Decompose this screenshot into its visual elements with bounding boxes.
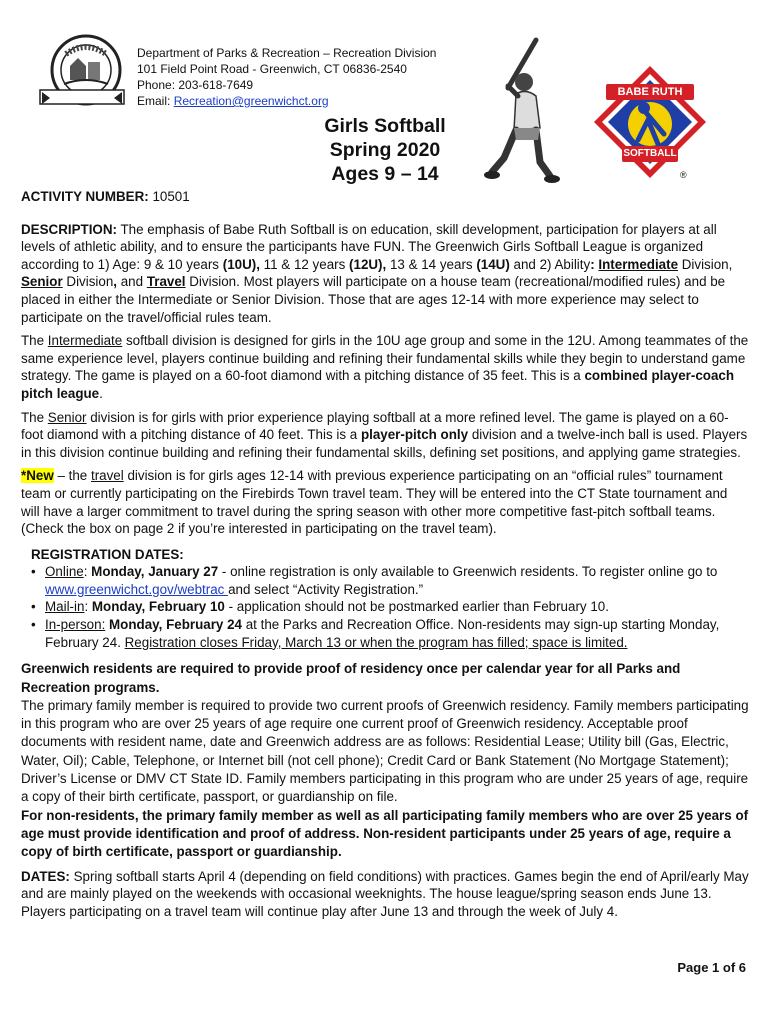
activity-value: 10501 [152,189,190,204]
intermediate-term: Intermediate [598,256,679,272]
title-line-2: Spring 2020 [329,139,441,161]
logo-bottom-text: SOFTBALL [623,148,677,159]
registration-title: REGISTRATION DATES: [31,546,184,562]
softball-player-illustration [478,36,570,188]
registration-online: • Online: Monday, January 27 - online registration is only available to Greenwich residents. To register online go to www.greenwichct.gov/webtrac and select “Activity Registration.” [31,564,718,597]
logo-top-text: BABE RUTH [617,86,683,98]
babe-ruth-softball-logo [592,64,708,188]
registered-mark: ® [680,170,687,180]
address: 101 Field Point Road - Greenwich, CT 06836-2540 [137,62,407,76]
residency-details: The primary family member is required to provide two current proofs of Greenwich residency. Family members participating in this program who are over 25 years of age require one current proof of Greenwich residency. Acceptable proof documents with resident name, date and Greenwich address are as follows: Residential Lease; Utility bill (Gas, Electric, Water, Oil); Cable, Telephone, or Internet bill (not cell phone); Credit Card or Bank Statement (No Mortgage Statement); Driver’s License or DMV CT State ID. Family members participating in this program who are under 25 years of age, require a copy of their birth certificate, passport, or guardianship on file. [21,697,749,805]
webtrac-link[interactable]: www.greenwichct.gov/webtrac [45,581,229,597]
description-paragraph: DESCRIPTION: The emphasis of Babe Ruth Softball is on education, skill development, participation for players at all levels of athletic ability, and to ensure the participants have FUN. The Greenwich Girls Softball League is organized according to 1) Age: 9 & 10 years (10U), 11 & 12 years (12U), 13 & 14 years (14U) and 2) Ability: Intermediate Division, Senior Division, and Travel Division. Most players will participate on a house team (recreational/modified rules) and be placed in either the Intermediate or Senior Division. Those that are ages 12-14 with more experience may select to participate on the travel/official rules team. [21,221,733,325]
non-resident-requirement: For non-residents, the primary family member as well as all participating family members who are over 25 years of age must provide identification and proof of address. Non-resident participants under 25 years of age, require a copy of birth certificate, passport or guardianship. [21,807,749,860]
document-title [310,114,460,186]
senior-term: Senior [21,274,63,290]
town-seal-logo [38,32,126,112]
activity-label: ACTIVITY NUMBER: [21,189,149,204]
new-badge: *New [21,468,54,484]
travel-paragraph: *New – the travel division is for girls ages 12-14 with previous experience participating on an “official rules” tournament team or currently participating on the Firebirds Town travel team. They will be entered into the CT State tournament and will have a larger commitment to travel during the spring season with other more competitive fast-pitch softball teams. (Check the box on page 2 if you’re interested in participating on the travel team). [21,468,728,537]
phone: Phone: 203-618-7649 [137,78,254,92]
contact-block [137,45,436,109]
residency-section [21,660,749,861]
residency-requirement: Greenwich residents are required to provide proof of residency once per calendar year for all Parks and Recreation programs. [21,661,681,695]
email-line [137,93,436,109]
registration-in-person: • In-person: Monday, February 24 at the Parks and Recreation Office. Non-residents may sign-up starting Monday, February 24. Registration closes Friday, March 13 or when the program has filled; space is limited. [31,617,720,650]
senior-paragraph: The Senior division is for girls with prior experience playing softball at a more refined level. The game is played on a 60-foot diamond with a pitching distance of 40 feet. This is a player-pitch only division and a twelve-inch ball is used. Players in this division continue building and refining their fundamental skills, defining set positions, and applying game strategies. [21,409,748,460]
email-link[interactable]: Recreation@greenwichct.org [173,94,329,108]
dates-paragraph: DATES: Spring softball starts April 4 (depending on field conditions) with practices. Games begin the end of April/early May and are mainly played on the weekends with occasional weeknights. The house league/spring season ends June 13. Players participating on a travel team will continue play after June 13 and through the week of July 4. [21,868,749,919]
document-body [21,188,749,926]
travel-term: Travel [146,274,186,290]
registration-list [21,563,749,651]
title-line-3: Ages 9 – 14 [331,163,439,185]
department-name: Department of Parks & Recreation – Recreation Division [137,46,437,60]
email-label: Email: [137,94,174,108]
activity-number [21,188,749,206]
registration-mail: • Mail-in: Monday, February 10 - application should not be postmarked earlier than February 10. [31,599,609,615]
page-number: Page 1 of 6 [677,960,746,975]
title-line-1: Girls Softball [324,115,446,137]
intermediate-paragraph: The Intermediate softball division is designed for girls in the 10U age group and some in the 12U. Among teammates of the same experience level, players continue building and refining their fundamental skills while they begin to understand game strategy. The game is played on a 60-foot diamond with a pitching distance of 35 feet. This is a combined player-coach pitch league. [21,333,749,401]
registration-dates [21,546,749,652]
